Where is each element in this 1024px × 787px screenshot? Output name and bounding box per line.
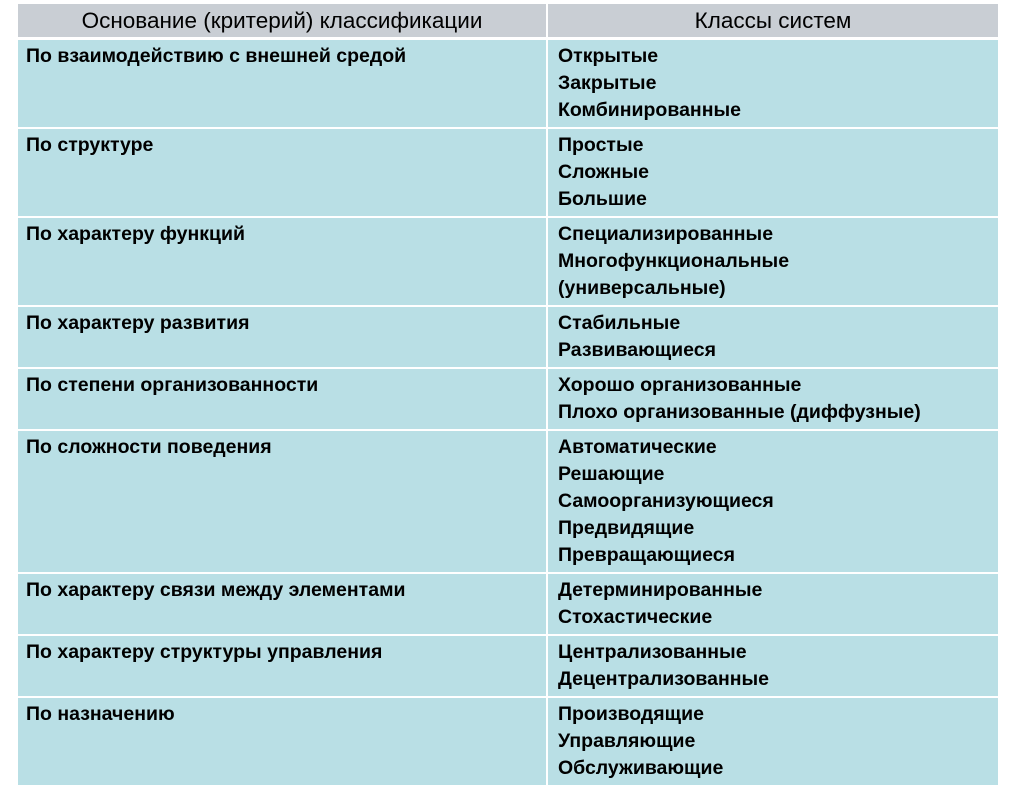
criterion-text: По характеру развития	[26, 312, 250, 334]
criterion-cell	[18, 574, 548, 636]
class-item: Превращающиеся	[558, 544, 735, 566]
criterion-cell	[18, 307, 548, 369]
classification-table	[18, 4, 998, 787]
class-item: Производящие	[558, 703, 704, 725]
criterion-cell	[18, 431, 548, 574]
classes-cell	[548, 698, 998, 787]
class-item: Комбинированные	[558, 99, 741, 121]
class-item: Стохастические	[558, 606, 713, 628]
criterion-text: По характеру структуры управления	[26, 641, 383, 663]
table-row	[18, 129, 998, 218]
table-row	[18, 218, 998, 307]
header-criterion: Основание (критерий) классификации	[18, 4, 548, 40]
class-item: Плохо организованные (диффузные)	[558, 401, 921, 423]
class-item: Самоорганизующиеся	[558, 490, 774, 512]
table-header-row	[18, 4, 998, 40]
criterion-cell	[18, 218, 548, 307]
table-row	[18, 574, 998, 636]
class-item: Стабильные	[558, 312, 681, 334]
class-item: Многофункциональные	[558, 250, 790, 272]
classes-cell	[548, 307, 998, 369]
criterion-text: По характеру связи между элементами	[26, 579, 406, 601]
class-item: Предвидящие	[558, 517, 695, 539]
class-item: Обслуживающие	[558, 757, 724, 779]
criterion-cell	[18, 40, 548, 129]
classes-cell	[548, 40, 998, 129]
class-item: Автоматические	[558, 436, 717, 458]
table-row	[18, 369, 998, 431]
header-classes: Классы систем	[548, 4, 998, 40]
criterion-cell	[18, 129, 548, 218]
classes-cell	[548, 431, 998, 574]
class-item: Детерминированные	[558, 579, 763, 601]
class-item: Централизованные	[558, 641, 747, 663]
class-item: Специализированные	[558, 223, 774, 245]
class-item: Большие	[558, 188, 647, 210]
table-row	[18, 698, 998, 787]
classes-cell	[548, 129, 998, 218]
criterion-cell	[18, 698, 548, 787]
class-item: Сложные	[558, 161, 649, 183]
class-item: Управляющие	[558, 730, 696, 752]
criterion-text: По степени организованности	[26, 374, 319, 396]
classes-cell	[548, 574, 998, 636]
criterion-cell	[18, 636, 548, 698]
table-row	[18, 307, 998, 369]
table-body	[18, 40, 998, 787]
class-item: Децентрализованные	[558, 668, 770, 690]
classes-cell	[548, 218, 998, 307]
class-item: Простые	[558, 134, 644, 156]
class-item: Хорошо организованные	[558, 374, 802, 396]
criterion-text: По взаимодействию с внешней средой	[26, 45, 407, 67]
criterion-text: По сложности поведения	[26, 436, 272, 458]
class-item: Открытые	[558, 45, 659, 67]
criterion-cell	[18, 369, 548, 431]
class-item: Закрытые	[558, 72, 657, 94]
criterion-text: По характеру функций	[26, 223, 246, 245]
table-row	[18, 636, 998, 698]
table-row	[18, 431, 998, 574]
criterion-text: По назначению	[26, 703, 175, 725]
table-row	[18, 40, 998, 129]
class-item: Развивающиеся	[558, 339, 716, 361]
class-item: (универсальные)	[558, 277, 726, 299]
class-item: Решающие	[558, 463, 665, 485]
criterion-text: По структуре	[26, 134, 154, 156]
classes-cell	[548, 369, 998, 431]
classes-cell	[548, 636, 998, 698]
